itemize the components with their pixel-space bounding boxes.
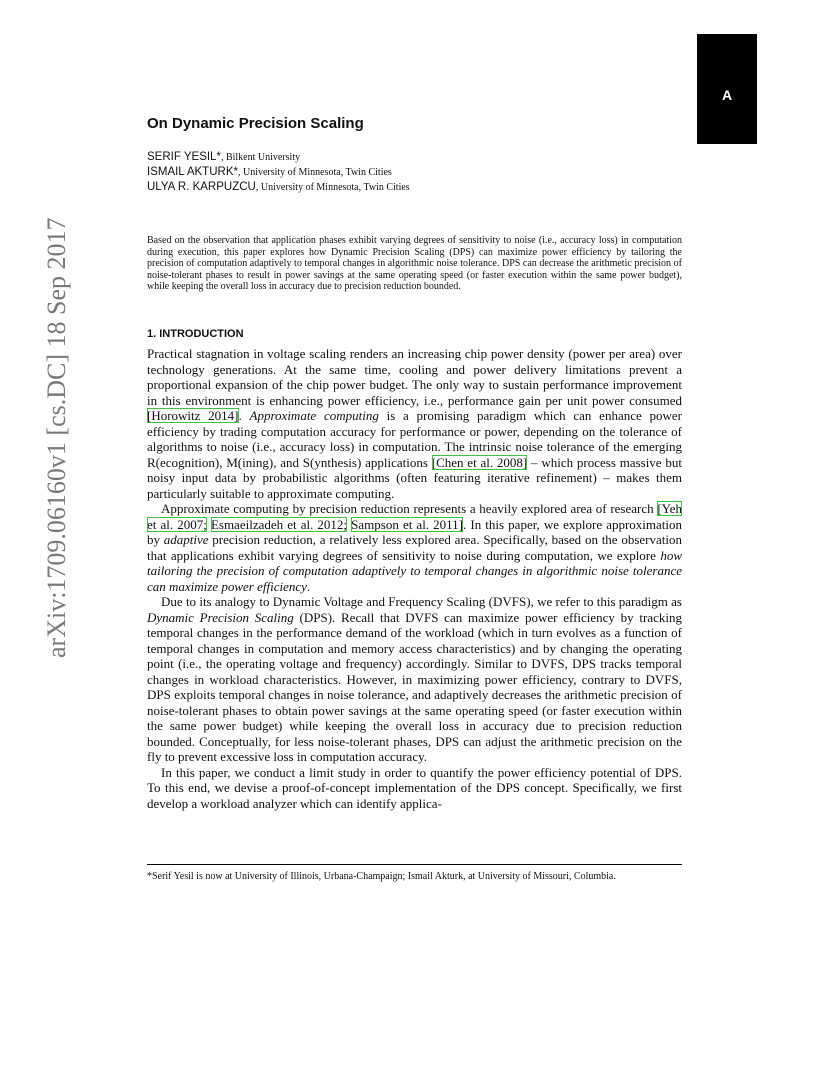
emphasis: adaptive (163, 532, 209, 547)
citation-link[interactable]: Sampson et al. 2011] (351, 516, 464, 532)
text-run: (DPS). Recall that DVFS can maximize power efficiency by tracking temporal changes in the performance demand of the workload (which in turn evolves as a function of temporal changes in computation and memory access characteristics) and by changing the operating point (i.e., the operating voltage and frequency) accordingly. Similar to DVFS, DPS tracks temporal changes in workload characteristics. However, in maximizing power efficiency, contrary to DVFS, DPS exploits temporal changes in noise tolerance, and adaptively decreases the arithmetic precision of noise-tolerant phases to obtain power savings at the same operating speed (or faster execution within the same power budget) while keeping the overall loss in accuracy due to precision reduction bounded. Conceptually, for less noise-tolerant phases, DPS can adjust the arithmetic precision on the fly to prevent excessive loss in computation accuracy. (147, 609, 683, 764)
emphasis: how tailoring the precision of computation adaptively to temporal changes in algorithmic noise tolerance can maximize power efficiency (147, 547, 682, 594)
text-run: In this paper, we conduct a limit study in order to quantify the power efficiency potential of DPS. To this end, we devise a proof-of-concept implementation of the DPS concept. Specifically, we first develop a workload analyzer which can identify applica- (147, 764, 682, 811)
author-name: SERIF YESIL* (147, 151, 221, 163)
paragraph (147, 594, 682, 765)
text-run: Practical stagnation in voltage scaling renders an increasing chip power density (power per area) over technology generations. At the same time, cooling and power delivery limitations prevent a proportional expansion of the chip power budget. The only way to sustain performance improvement in this environment is enhancing power efficiency, i.e., performance gain per unit power consumed (147, 346, 682, 408)
paper-title: On Dynamic Precision Scaling (147, 115, 364, 132)
body-text (147, 346, 682, 811)
text-run: is a promising paradigm which can enhance power efficiency by trading computation accuracy for performance or power, depending on the tolerance of algorithms to noise (i.e., accuracy loss) in computation. The intrinsic noise tolerance of the emerging R(ecognition), M(ining), and S(ynthesis) applications (147, 408, 683, 470)
corner-tab (697, 34, 757, 144)
author-name: ULYA R. KARPUZCU (147, 181, 256, 193)
citation-link[interactable]: Esmaeilzadeh et al. 2012; (210, 516, 348, 532)
text-run: precision reduction, a relatively less explored area. Specifically, based on the observation that applications exhibit varying degrees of sensitivity to noise during computation, we explore (147, 532, 682, 563)
paragraph (147, 501, 682, 594)
emphasis: Approximate computing (249, 408, 379, 423)
corner-tab-letter: A (721, 87, 733, 103)
author-line (147, 150, 682, 165)
footnote: *Serif Yesil is now at University of Illinois, Urbana-Champaign; Ismail Akturk, at University of Missouri, Columbia. (147, 871, 616, 882)
author-line (147, 165, 682, 180)
author-affiliation: , University of Minnesota, Twin Cities (255, 182, 410, 193)
author-affiliation: , Bilkent University (220, 152, 301, 163)
footnote-rule (147, 864, 682, 865)
author-name: ISMAIL AKTURK* (147, 166, 238, 178)
section-heading: 1. INTRODUCTION (147, 328, 244, 340)
text-run: . (238, 408, 250, 423)
text-run: Approximate computing by precision reduction represents a heavily explored area of research (161, 501, 658, 516)
emphasis: Dynamic Precision Scaling (147, 609, 294, 625)
paragraph (147, 765, 682, 812)
abstract: Based on the observation that application phases exhibit varying degrees of sensitivity to noise (i.e., accuracy loss) in computation during execution, this paper explores how Dynamic Precision Scaling (DPS) can maximize power efficiency by tailoring the precision of computation adaptively to temporal changes in algorithmic noise tolerance. DPS can decrease the arithmetic precision of noise-tolerant phases to result in power savings at the same operating speed (or faster execution within the same power budget), while keeping the overall loss in accuracy due to precision reduction bounded. (147, 235, 682, 293)
text-run: – which process massive but noisy input data by probabilistic algorithms (often featuring iterative refinement) – makes them particularly suitable to approximate computing. (147, 454, 682, 501)
author-list (147, 150, 682, 195)
author-affiliation: , University of Minnesota, Twin Cities (237, 167, 392, 178)
arxiv-stamp-text: arXiv:1709.06160v1 [cs.DC] 18 Sep 2017 (42, 217, 71, 658)
text-run: . In this paper, we explore approximation by (147, 516, 683, 547)
citation-link[interactable]: [Horowitz 2014] (147, 408, 239, 423)
arxiv-stamp (17, 217, 71, 678)
text-run: . (306, 578, 311, 594)
author-line (147, 180, 682, 195)
citation-link[interactable]: [Yeh et al. 2007; (147, 501, 682, 532)
text-run: Due to its analogy to Dynamic Voltage and Frequency Scaling (DVFS), we refer to this paradigm as (161, 594, 682, 609)
paragraph (147, 346, 682, 501)
citation-link[interactable]: [Chen et al. 2008] (431, 454, 528, 470)
